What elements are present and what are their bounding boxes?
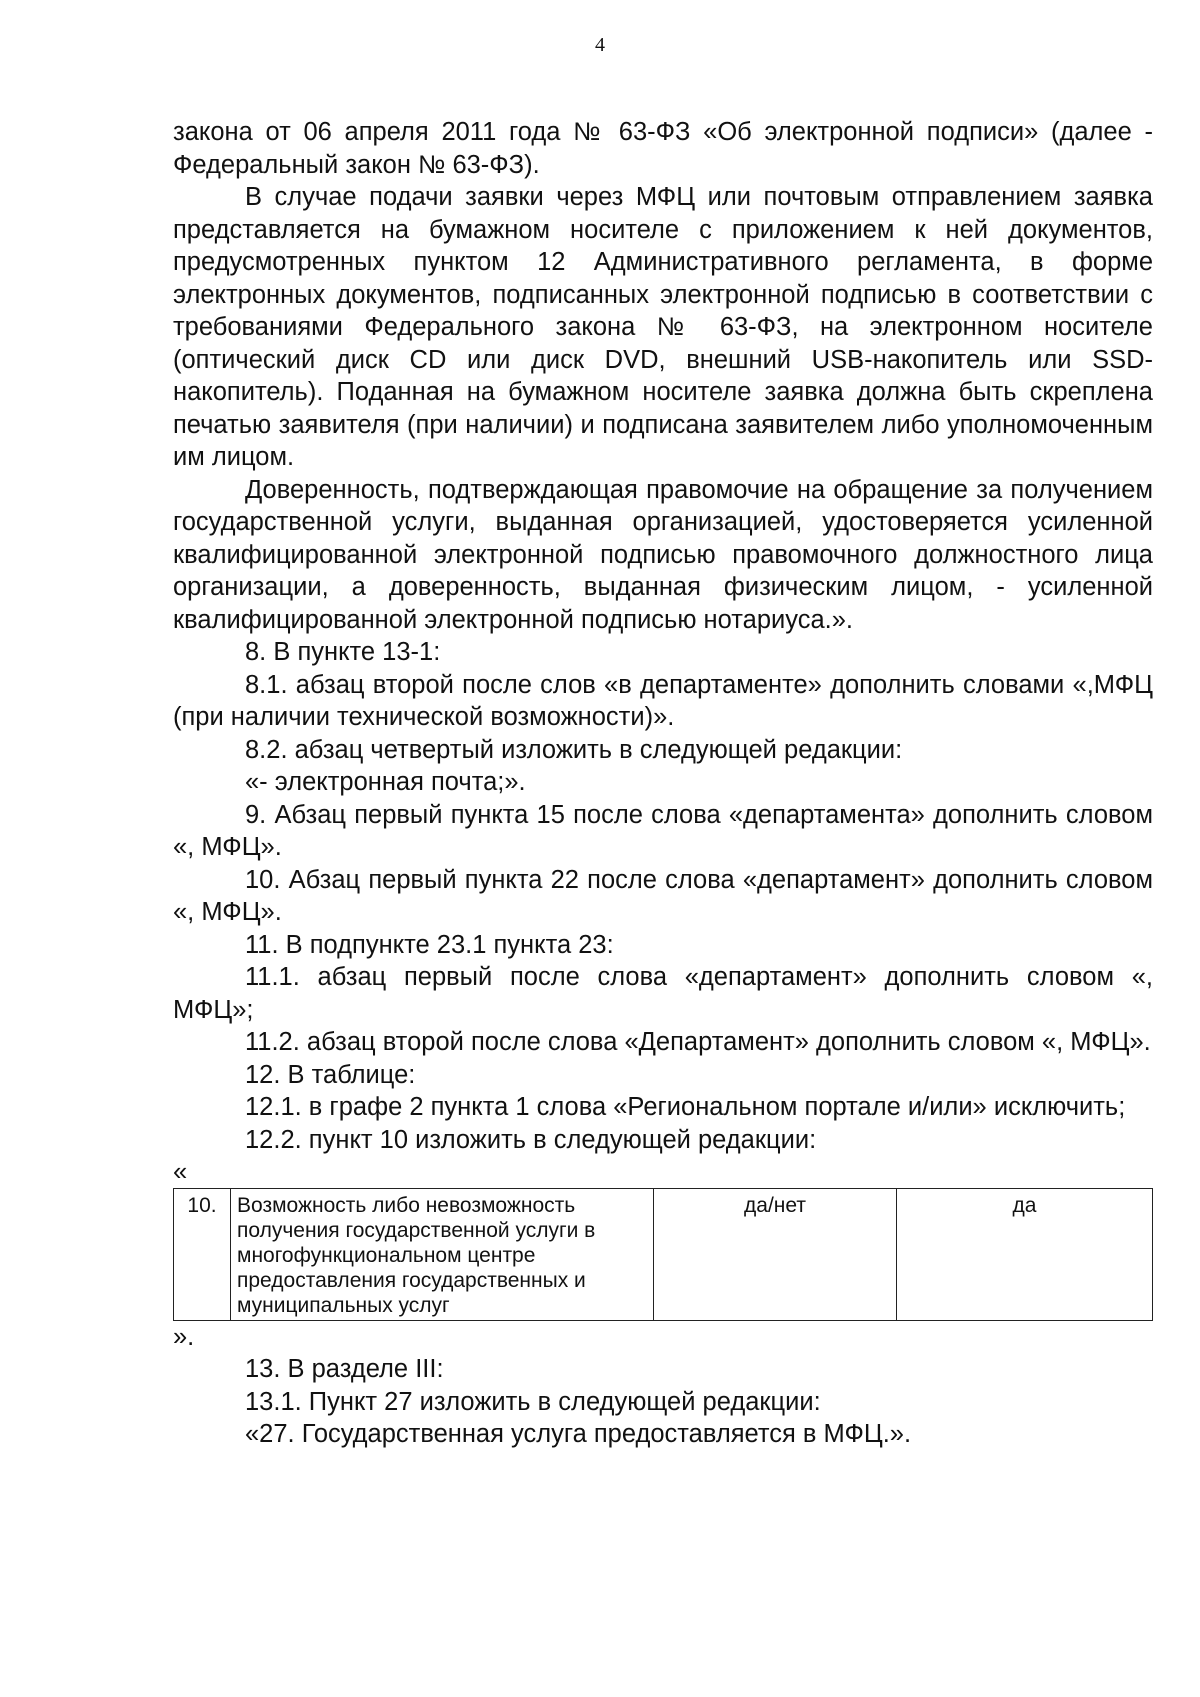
paragraphs-after-table — [173, 1353, 1153, 1451]
paragraph: 11. В подпункте 23.1 пункта 23: — [245, 930, 614, 959]
table-cell-value: да — [897, 1189, 1153, 1321]
table-cell-number: 10. — [174, 1189, 231, 1321]
table-cell-type: да/нет — [654, 1189, 897, 1321]
paragraph: 12.1. в графе 2 пункта 1 слова «Региональном портале и/или» исключить; — [245, 1093, 1126, 1121]
table-close-quote: ». — [173, 1323, 195, 1351]
paragraph: 12. В таблице: — [245, 1060, 416, 1089]
page-number: 4 — [595, 34, 605, 56]
paragraph: 12.2. пункт 10 изложить в следующей редакции: — [245, 1125, 817, 1154]
spec-table — [173, 1188, 1153, 1321]
paragraph: закона от 06 апреля 2011 года № 63-ФЗ «Об электронной подписи» (далее - Федеральный закон № 63-ФЗ). — [173, 118, 1153, 179]
paragraph: 8.1. абзац второй после слов «в департаменте» дополнить словами «,МФЦ (при наличии технической возможности)». — [173, 670, 1153, 731]
table-open-quote: « — [173, 1158, 188, 1186]
paragraph: 8. В пункте 13-1: — [245, 638, 441, 666]
paragraph: «27. Государственная услуга предоставляется в МФЦ.». — [245, 1420, 912, 1448]
paragraph: 9. Абзац первый пункта 15 после слова «департамента» дополнить словом «, МФЦ». — [173, 800, 1153, 861]
paragraphs-before-table — [173, 116, 1153, 1156]
paragraph: Доверенность, подтверждающая правомочие на обращение за получением государственной услуги, выданная организацией, удостоверяется усиленной квалифицированной электронной подписью правомочного должностного лица организации, а доверенность, выданная физическим лицом, - усиленной квалифицированной электронной подписью нотариуса.». — [173, 475, 1153, 634]
document-body — [173, 116, 1153, 1451]
table-row — [174, 1189, 1153, 1321]
paragraph: «- электронная почта;». — [245, 768, 526, 796]
paragraph: 11.1. абзац первый после слова «департамент» дополнить словом «, МФЦ»; — [173, 963, 1153, 1024]
paragraph: 11.2. абзац второй после слова «Департамент» дополнить словом «, МФЦ». — [245, 1028, 1151, 1056]
paragraph: В случае подачи заявки через МФЦ или почтовым отправлением заявка представляется на бумажном носителе с приложением к ней документов, предусмотренных пунктом 12 Административного регламента, в форме электронных документов, подписанных электронной подписью в соответствии с требованиями Федерального закона № 63-ФЗ, на электронном носителе (оптический диск CD или диск DVD, внешний USB-накопитель или SSD-накопитель). Поданная на бумажном носителе заявка должна быть скреплена печатью заявителя (при наличии) и подписана заявителем либо уполномоченным им лицом. — [173, 183, 1153, 471]
paragraph: 13. В разделе III: — [245, 1355, 444, 1383]
paragraph: 13.1. Пункт 27 изложить в следующей редакции: — [245, 1387, 821, 1416]
table-cell-description: Возможность либо невозможность получения государственной услуги в многофункциональном центре предоставления государственных и муниципальных услуг — [231, 1189, 654, 1321]
paragraph: 10. Абзац первый пункта 22 после слова «департамент» дополнить словом «, МФЦ». — [173, 865, 1153, 926]
paragraph: 8.2. абзац четвертый изложить в следующей редакции: — [245, 735, 903, 764]
